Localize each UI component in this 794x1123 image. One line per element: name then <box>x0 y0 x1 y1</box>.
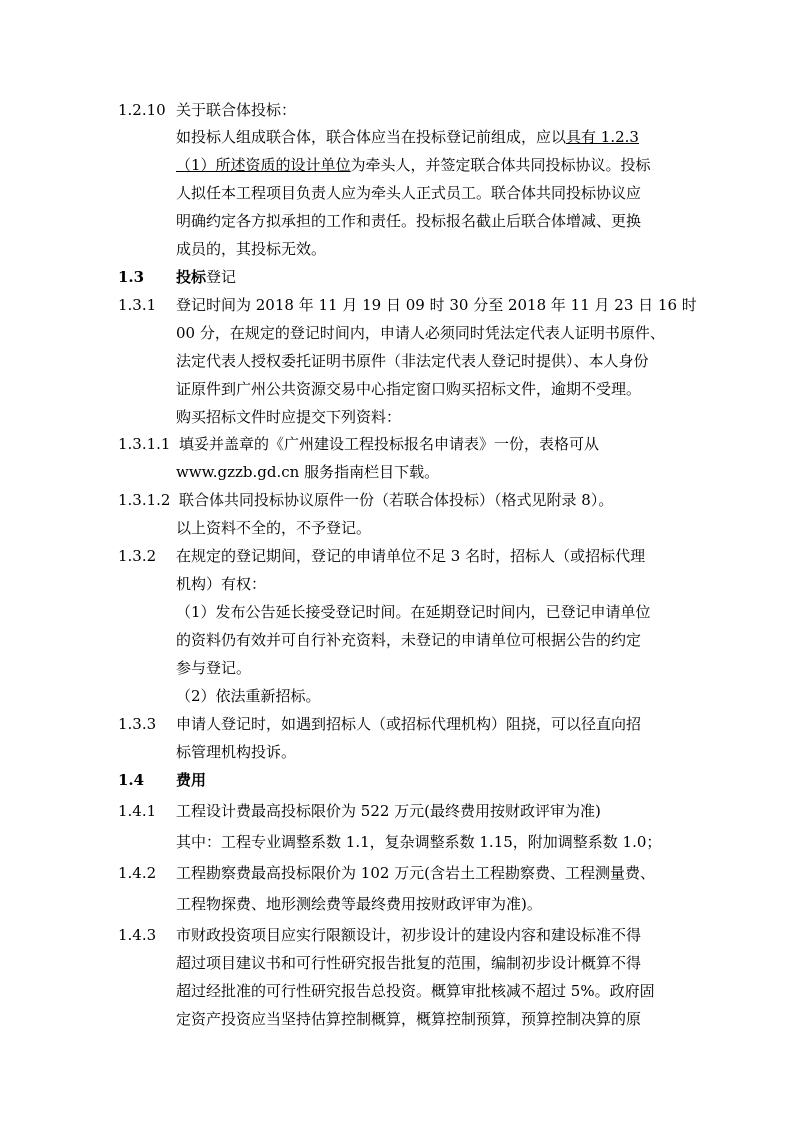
paragraph-line: 证原件到广州公共资源交易中心指定窗口购买招标文件，逾期不受理。 <box>176 380 642 398</box>
paragraph-line: 其中：工程专业调整系数 1.1，复杂调整系数 1.15，附加调整系数 1.0； <box>176 833 662 851</box>
section-number: 1.3.3 <box>118 715 157 733</box>
heading-bold-part: 投标 <box>176 268 207 286</box>
section-number: 1.4.1 <box>118 802 157 820</box>
paragraph-line: 参与登记。 <box>176 659 252 677</box>
paragraph-line: 以上资料不全的，不予登记。 <box>176 519 372 537</box>
paragraph-line <box>176 127 639 149</box>
paragraph-line: （2）依法重新招标。 <box>176 687 321 705</box>
section-number: 1.3.1.1 <box>118 435 171 453</box>
paragraph-line: 人拟任本工程项目负责人应为牵头人正式员工。联合体共同投标协议应 <box>176 184 642 202</box>
section-title: 关于联合体投标： <box>176 101 297 119</box>
paragraph-line: 定资产投资应当坚持估算控制概算，概算控制预算，预算控制决算的原 <box>176 1010 642 1028</box>
section-number: 1.3.1.2 <box>118 491 171 509</box>
section-number: 1.4.2 <box>118 864 157 882</box>
section-heading: 费用 <box>176 771 207 789</box>
paragraph-line: 成员的，其投标无效。 <box>176 240 327 258</box>
section-heading <box>176 267 236 289</box>
paragraph-line: 法定代表人授权委托证明书原件（非法定代表人登记时提供）、本人身份 <box>176 352 649 370</box>
section-number: 1.3.1 <box>118 296 157 314</box>
paragraph-line: 明确约定各方拟承担的工作和责任。投标报名截止后联合体增减、更换 <box>176 212 642 230</box>
section-number: 1.2.10 <box>118 101 166 119</box>
paragraph-line: 超过项目建议书和可行性研究报告批复的范围，编制初步设计概算不得 <box>176 954 642 972</box>
paragraph-line <box>176 155 651 177</box>
section-number: 1.4 <box>118 771 145 789</box>
paragraph-line: （1）发布公告延长接受登记时间。在延期登记时间内，已登记申请单位 <box>176 603 651 621</box>
paragraph-line: 工程设计费最高投标限价为 522 万元(最终费用按财政评审为准) <box>176 802 601 820</box>
heading-rest: 登记 <box>206 268 237 286</box>
paragraph-line: 登记时间为 2018 年 11 月 19 日 09 时 30 分至 2018 年 11 月 23 日 16 时 <box>176 296 697 314</box>
section-number: 1.3.2 <box>118 547 157 565</box>
paragraph-line: www.gzzb.gd.cn 服务指南栏目下载。 <box>176 463 440 481</box>
section-number: 1.3 <box>118 268 145 286</box>
underlined-text: （1）所述资质的设计单位 <box>176 156 351 174</box>
paragraph-line: 机构）有权： <box>176 575 267 593</box>
paragraph-line: 工程物探费、地形测绘费等最终费用按财政评审为准)。 <box>176 895 542 913</box>
paragraph-line: 市财政投资项目应实行限额设计，初步设计的建设内容和建设标准不得 <box>176 926 642 944</box>
paragraph-line: 00 分，在规定的登记时间内，申请人必须同时凭法定代表人证明书原件、 <box>176 324 665 342</box>
paragraph-line: 联合体共同投标协议原件一份（若联合体投标）（格式见附录 8）。 <box>179 491 614 509</box>
paragraph-line: 申请人登记时，如遇到招标人（或招标代理机构）阻挠，可以径直向招 <box>176 715 642 733</box>
paragraph-line: 超过经批准的可行性研究报告总投资。概算审批核减不超过 5%。政府固 <box>176 982 655 1000</box>
section-number: 1.4.3 <box>118 926 157 944</box>
paragraph-line: 购买招标文件时应提交下列资料： <box>176 408 402 426</box>
paragraph-line: 填妥并盖章的《广州建设工程投标报名申请表》一份，表格可从 <box>179 435 600 453</box>
paragraph-line: 在规定的登记期间，登记的申请单位不足 3 名时，招标人（或招标代理 <box>176 547 646 565</box>
paragraph-line: 标管理机构投诉。 <box>176 743 297 761</box>
text-run: 如投标人组成联合体，联合体应当在投标登记前组成，应以 <box>176 128 567 146</box>
paragraph-line: 的资料仍有效并可自行补充资料，未登记的申请单位可根据公告的约定 <box>176 631 642 649</box>
underlined-text: 具有 1.2.3 <box>566 128 639 146</box>
text-run: 为牵头人，并签定联合体共同投标协议。投标 <box>350 156 651 174</box>
paragraph-line: 工程勘察费最高投标限价为 102 万元(含岩土工程勘察费、工程测量费、 <box>176 864 656 882</box>
